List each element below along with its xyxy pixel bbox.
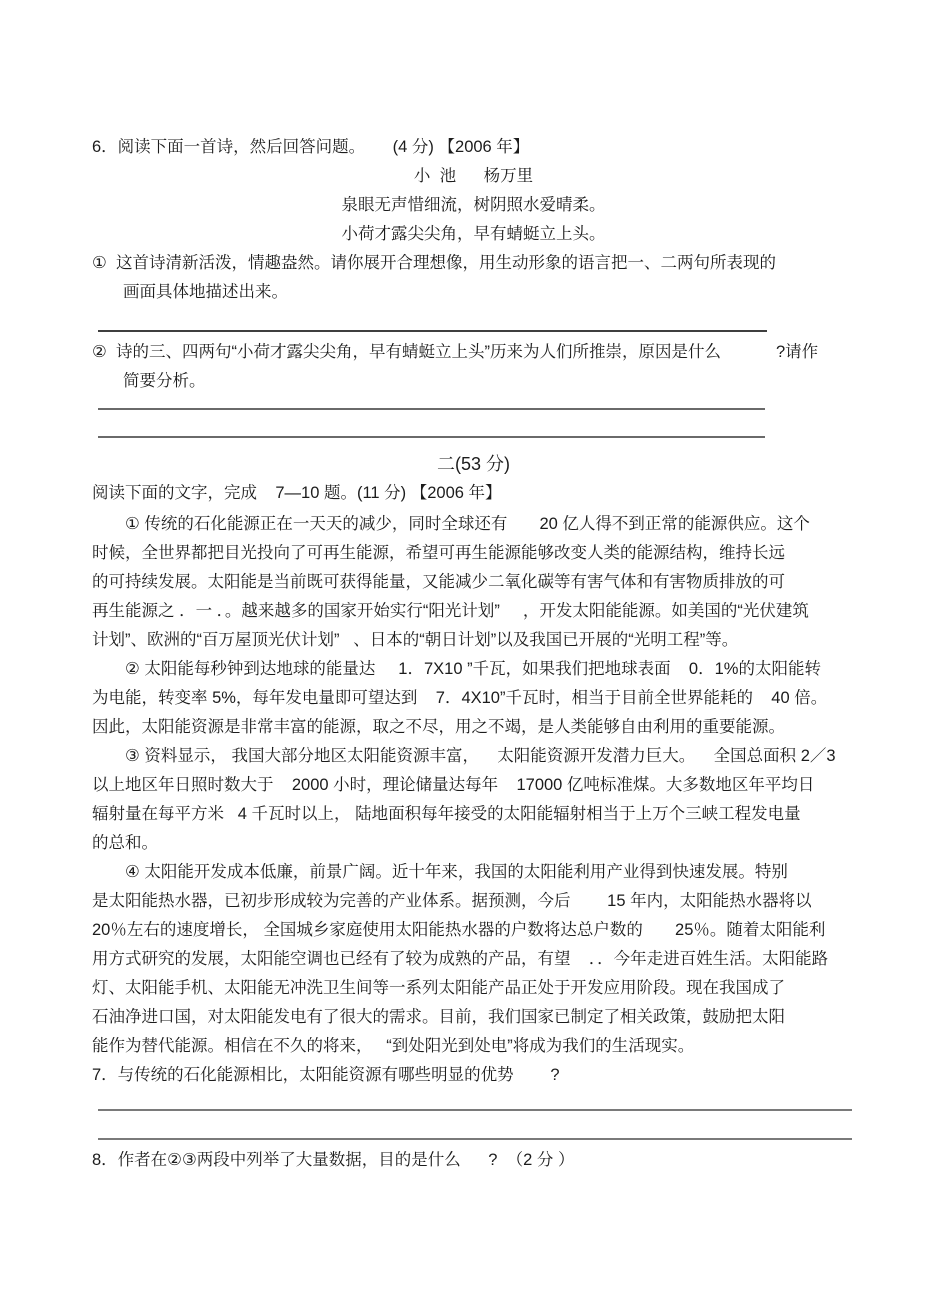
question-8: 8．作者在②③两段中列举了大量数据，目的是什么 ? （2 分 ） [92,1151,575,1169]
passage-para1-line: 时候，全世界都把目光投向了可再生能源，希望可再生能源能够改变人类的能源结构，维持长远 [92,544,785,562]
passage-para2-line: ② 太阳能每秒钟到达地球的能量达 1．7X10 ”千瓦，如果我们把地球表面 0．1%的太阳能转 [125,660,821,678]
q6-sub1-line-2: 画面具体地描述出来。 [123,283,288,301]
passage-para3-line: ③ 资料显示， 我国大部分地区太阳能资源丰富， 太阳能资源开发潜力巨大。 全国总面积 2／3 [125,747,836,765]
poem-title-author: 小 池 杨万里 [413,167,534,185]
passage-para1-line: 的可持续发展。太阳能是当前既可获得能量，又能减少二氧化碳等有害气体和有害物质排放的可 [92,573,785,591]
question-6-header: 6．阅读下面一首诗，然后回答问题。 (4 分) 【2006 年】 [92,138,530,156]
answer-blank-line [98,330,767,332]
passage-para4-line: 是太阳能热水器，已初步形成较为完善的产业体系。据预测，今后 15 年内，太阳能热水器将以 [92,892,812,910]
passage-para2-line: 因此，太阳能资源是非常丰富的能源，取之不尽，用之不竭，是人类能够自由利用的重要能源。 [92,718,785,736]
passage-para4-line: 20％左右的速度增长， 全国城乡家庭使用太阳能热水器的户数将达总户数的 25％。随着太阳能利 [92,921,826,939]
passage-para3-line: 的总和。 [92,834,158,852]
answer-blank-line [98,436,765,438]
passage-para1-line: 计划”、欧洲的“百万屋顶光伏计划” 、日本的“朝日计划”以及我国已开展的“光明工程”等。 [92,631,739,649]
passage-para1-line: ① 传统的石化能源正在一天天的减少，同时全球还有 20 亿人得不到正常的能源供应。这个 [125,515,810,533]
poem-line-2: 小荷才露尖尖角，早有蜻蜓立上头。 [341,225,606,243]
passage-para2-line: 为电能，转变率 5%，每年发电量即可望达到 7．4X10”千瓦时，相当于目前全世界能耗的 40 倍。 [92,689,828,707]
passage-para4-line: 用方式研究的发展，太阳能空调也已经有了较为成熟的产品，有望 ．．今年走进百姓生活。太阳能路 [92,950,829,968]
passage-para4-line: 石油净进口国，对太阳能发电有了很大的需求。目前，我们国家已制定了相关政策，鼓励把太阳 [92,1008,785,1026]
answer-blank-line [98,1109,852,1111]
answer-blank-line [98,1138,852,1140]
answer-blank-line [98,408,765,410]
section-2-title: 二(53 分) [436,454,510,474]
question-7: 7．与传统的石化能源相比，太阳能资源有哪些明显的优势 ? [92,1066,560,1084]
q6-sub2-line-1: ② 诗的三、四两句“小荷才露尖尖角，早有蜻蜓立上头”历来为人们所推崇，原因是什么 ?请作 [92,343,819,361]
passage-para4-line: 灯、太阳能手机、太阳能无冲洗卫生间等一系列太阳能产品正处于开发应用阶段。现在我国成了 [92,979,785,997]
poem-line-1: 泉眼无声惜细流，树阴照水爱晴柔。 [341,196,606,214]
passage-para3-line: 以上地区年日照时数大于 2000 小时，理论储量达每年 17000 亿吨标准煤。大多数地区年平均日 [92,776,815,794]
passage-para4-line: ④ 太阳能开发成本低廉，前景广阔。近十年来，我国的太阳能利用产业得到快速发展。特别 [125,863,788,881]
passage-para1-line: 再生能源之 ．一 ．。越来越多的国家开始实行“阳光计划” ，开发太阳能能源。如美国的“光伏建筑 [92,602,809,620]
q6-sub1-line-1: ① 这首诗清新活泼，情趣盎然。请你展开合理想像，用生动形象的语言把一、二两句所表现的 [92,254,776,272]
q6-sub2-line-2: 简要分析。 [123,372,206,390]
passage-para4-line: 能作为替代能源。相信在不久的将来， “到处阳光到处电”将成为我们的生活现实。 [92,1037,695,1055]
reading-instruction: 阅读下面的文字，完成 7—10 题。(11 分) 【2006 年】 [92,484,502,502]
passage-para3-line: 辐射量在每平方米 4 千瓦时以上， 陆地面积每年接受的太阳能辐射相当于上万个三峡工程发电量 [92,805,801,823]
